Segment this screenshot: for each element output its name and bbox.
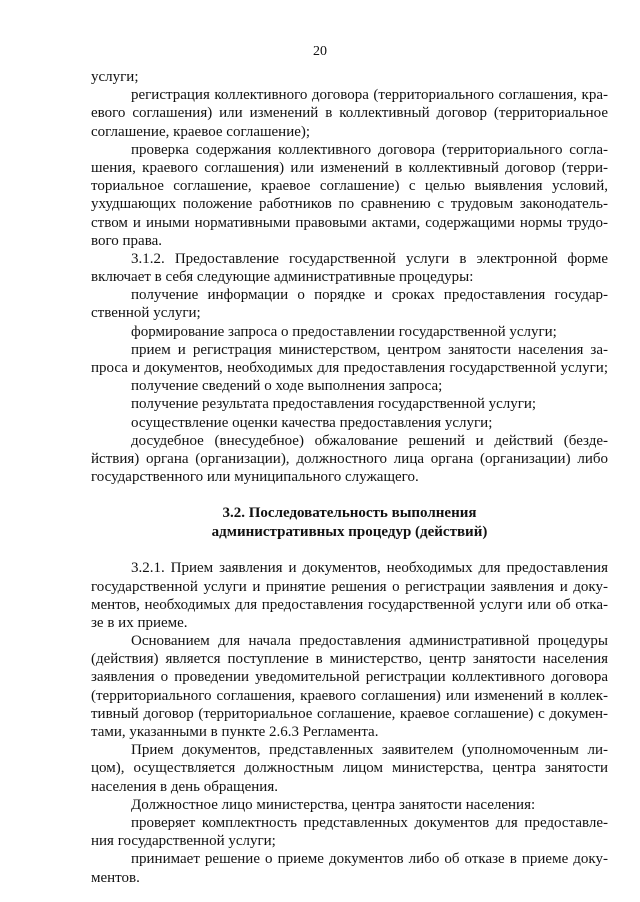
text-line: Прием документов, представленных заявителем (уполномоченным ли- (131, 742, 608, 759)
document-body (91, 68, 608, 887)
section-heading-line: административных процедур (действий) (211, 523, 488, 540)
text-line: ментов. (91, 869, 140, 886)
text-line: проверка содержания коллективного договора (территориального согла- (131, 141, 608, 158)
text-line: прием и регистрация министерством, центром занятости населения за- (131, 341, 608, 358)
text-line: вого права. (91, 232, 162, 249)
text-line: 3.2.1. Прием заявления и документов, необходимых для предоставления (131, 560, 608, 577)
text-line: шения, краевого соглашения) или изменений в коллективный договор (терри- (91, 159, 608, 176)
text-line: населения в день обращения. (91, 778, 278, 795)
text-line: Должностное лицо министерства, центра занятости населения: (131, 796, 536, 813)
text-line: государственного или муниципального служащего. (91, 469, 419, 486)
text-line: евого соглашения) или изменений в коллективный договор (территориальное (91, 105, 608, 122)
section-heading-line: 3.2. Последовательность выполнения (222, 505, 477, 522)
text-line: формирование запроса о предоставлении государственной услуги; (131, 323, 557, 340)
text-line: включает в себя следующие административные процедуры: (91, 269, 474, 286)
text-line: йствия) органа (организации), должностного лица органа (организации) либо (91, 450, 608, 467)
text-line: проверяет комплектность представленных документов для предоставле- (131, 814, 608, 831)
text-line: ухудшающих положение работников по сравнению с трудовым законодатель- (91, 196, 608, 213)
text-line: (территориального соглашения, краевого соглашения) или изменений в коллек- (91, 687, 608, 704)
text-line: получение результата предоставления государственной услуги; (131, 396, 537, 413)
spacer (91, 541, 608, 559)
page-number: 20 (313, 44, 327, 59)
spacer (91, 486, 608, 504)
text-line: ментов, необходимых для предоставления государственной услуги или об отка- (91, 596, 608, 613)
text-line: проса и документов, необходимых для предоставления государственной услуги; (91, 360, 608, 376)
text-line: получение информации о порядке и сроках предоставления государ- (131, 287, 608, 304)
text-line: регистрация коллективного договора (территориального соглашения, кра- (131, 87, 608, 104)
text-line: получение сведений о ходе выполнения запроса; (131, 378, 443, 395)
text-line: государственной услуги и принятие решения о регистрации заявления и доку- (91, 578, 608, 595)
text-line: Основанием для начала предоставления административной процедуры (131, 633, 608, 650)
text-line: ством и иными нормативными правовыми актами, содержащими нормы трудо- (91, 214, 608, 231)
text-line: ториальное соглашение, краевое соглашение) с целью выявления условий, (91, 178, 608, 195)
text-line: цом), осуществляется должностным лицом министерства, центра занятости (91, 760, 608, 777)
text-line: ственной услуги; (91, 305, 201, 322)
text-line: принимает решение о приеме документов либо об отказе в приеме доку- (131, 851, 608, 868)
text-line: досудебное (внесудебное) обжалование решений и действий (безде- (131, 432, 608, 449)
text-line: тами, указанными в пункте 2.6.3 Регламента. (91, 724, 379, 740)
text-line: заявления о проведении уведомительной регистрации коллективного договора (91, 669, 608, 686)
text-line: тивный договор (территориальное соглашение, краевое соглашение) с докумен- (91, 705, 608, 722)
text-line: осуществление оценки качества предоставления услуги; (131, 414, 493, 431)
text-line: соглашение, краевое соглашение); (91, 123, 311, 140)
text-line: (действия) является поступление в министерство, центр занятости населения (91, 651, 608, 668)
text-line: ния государственной услуги; (91, 833, 276, 850)
text-line: услуги; (91, 69, 139, 85)
text-line: зе в их приеме. (91, 614, 188, 631)
text-line: 3.1.2. Предоставление государственной услуги в электронной форме (131, 250, 608, 267)
